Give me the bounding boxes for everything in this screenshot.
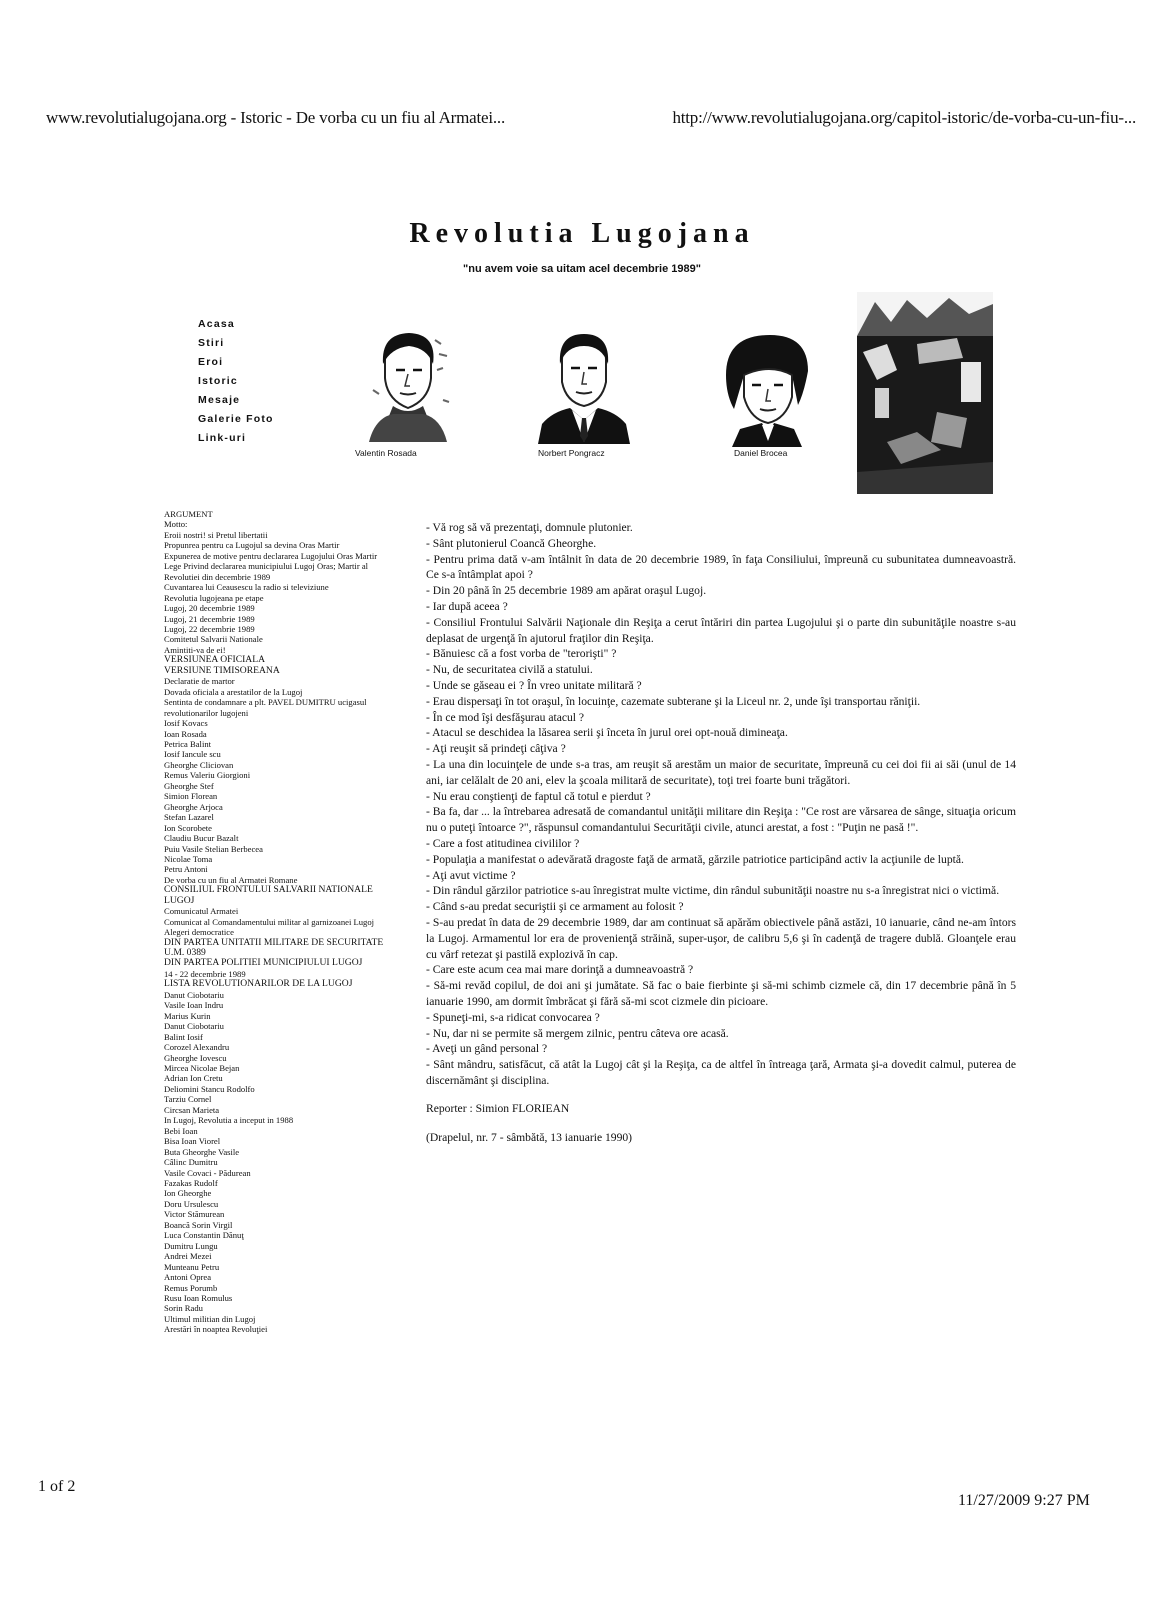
interview-line: - Când s-au predat securiştii şi ce armament au folosit ? (426, 900, 684, 914)
site-subtitle: "nu avem voie sa uitam acel decembrie 1989" (463, 263, 701, 275)
crowd-photo-image (857, 292, 993, 494)
sidebar-link[interactable]: Eroii nostri! si Pretul libertatii (164, 529, 268, 540)
sidebar-link[interactable]: Marius Kurin (164, 1010, 211, 1021)
sidebar-link[interactable]: Vasile Covaci - Pădurean (164, 1167, 251, 1178)
sidebar-link[interactable]: Puiu Vasile Stelian Berbecea (164, 843, 263, 854)
sidebar-link[interactable]: Ultimul militian din Lugoj (164, 1313, 256, 1324)
sidebar-link[interactable]: VERSIUNE TIMISOREANA (164, 665, 280, 676)
print-header-title: www.revolutialugojana.org - Istoric - De vorba cu un fiu al Armatei... (46, 108, 506, 127)
sidebar-link[interactable]: Sentinta de condamnare a plt. PAVEL DUMITRU ucigasul (164, 697, 367, 708)
sidebar-link[interactable]: Propunrea pentru ca Lugojul sa devina Oras Martir (164, 540, 340, 551)
hero-caption: Daniel Brocea (734, 448, 788, 458)
sidebar-link[interactable]: Boancă Sorin Virgil (164, 1219, 233, 1230)
sidebar-link[interactable]: Balint Iosif (164, 1031, 203, 1042)
sidebar-link[interactable]: Gheorghe Iovescu (164, 1052, 227, 1063)
sidebar-links (164, 509, 400, 1335)
hero-caption: Valentin Rosada (355, 448, 417, 458)
interview-line: - Erau dispersaţi în tot oraşul, în locuinţe, cazemate subterane şi la Liceul nr. 2, unde îşi transportau răniţii. (426, 694, 921, 708)
sidebar-link[interactable]: Ioan Rosada (164, 728, 207, 739)
sidebar-link[interactable]: Claudiu Bucur Bazalt (164, 833, 239, 844)
interview-line: - Unde se găseau ei ? În vreo unitate militară ? (426, 678, 642, 692)
sidebar-link[interactable]: Circsan Marieta (164, 1104, 220, 1115)
sidebar-link[interactable]: Luca Constantin Dănuţ (164, 1230, 244, 1241)
sidebar-link[interactable]: Bisa Ioan Viorel (164, 1136, 221, 1147)
interview-line: - Aţi avut victime ? (426, 868, 516, 882)
sidebar-link[interactable]: Corozel Alexandru (164, 1042, 230, 1053)
nav-item-galerie-foto[interactable]: Galerie Foto (198, 413, 274, 425)
sidebar-link[interactable]: Buta Gheorghe Vasile (164, 1146, 240, 1157)
hero-portrait-rosada (355, 330, 465, 460)
sidebar-link[interactable]: Deliomini Stancu Rodolfo (164, 1083, 255, 1094)
hero-portrait-brocea (722, 335, 832, 463)
sidebar-link[interactable]: Vasile Ioan Indru (164, 1000, 224, 1011)
sidebar-link[interactable]: Antoni Oprea (164, 1272, 212, 1283)
sidebar-link[interactable]: Dovada oficiala a arestatilor de la Lugoj (164, 686, 303, 697)
sidebar-link[interactable]: Câlinc Dumitru (164, 1157, 218, 1168)
sidebar-link[interactable]: Doru Ursulescu (164, 1198, 219, 1209)
nav-item-mesaje[interactable]: Mesaje (198, 394, 241, 406)
page-counter: 1 of 2 (38, 1478, 76, 1495)
hero-caption: Norbert Pongracz (538, 448, 605, 458)
print-timestamp: 11/27/2009 9:27 PM (958, 1492, 1090, 1509)
sidebar-link[interactable]: Stefan Lazarel (164, 812, 214, 823)
sidebar-link[interactable]: Amintiti-va de ei! (164, 644, 226, 655)
nav-item-stiri[interactable]: Stiri (198, 337, 225, 349)
sidebar-link[interactable]: Victor Stămurean (164, 1209, 225, 1220)
interview-line: - Bănuiesc că a fost vorba de "terorişti" ? (426, 647, 617, 661)
sidebar-link[interactable]: DIN PARTEA POLITIEI MUNICIPIULUI LUGOJ (164, 958, 363, 969)
sidebar-link[interactable]: Gheorghe Arjoca (164, 801, 223, 812)
sidebar-link[interactable]: Arestări în noaptea Revoluţiei (164, 1324, 268, 1335)
sidebar-link[interactable]: Declaratie de martor (164, 676, 235, 687)
interview-line: - Din 20 până în 25 decembrie 1989 am apărat oraşul Lugoj. (426, 584, 707, 598)
sidebar-link[interactable]: LUGOJ (164, 895, 195, 906)
sidebar-link[interactable]: Lugoj, 22 decembrie 1989 (164, 623, 255, 634)
sidebar-link[interactable]: In Lugoj, Revolutia a inceput in 1988 (164, 1115, 294, 1126)
sidebar-link[interactable]: Dumitru Lungu (164, 1240, 218, 1251)
portrait-photo-image (722, 335, 812, 447)
print-header (46, 108, 1136, 128)
interview-line: - Să-mi revăd copilul, de doi ani şi jumătate. Să fac o baie fierbinte şi să-mi schimb cizmele că, din 17 decembrie până în 5 ianuarie 1990, am dormit îmbrăcat şi fără să-mi scot cizmele din picioare. (426, 979, 1016, 1008)
sidebar-link[interactable]: De vorba cu un fiu al Armatei Romane (164, 874, 298, 885)
interview-line: - În ce mod îşi desfăşurau atacul ? (426, 710, 585, 724)
nav-item-istoric[interactable]: Istoric (198, 375, 238, 387)
sidebar-link[interactable]: Gheorghe Cliciovan (164, 759, 234, 770)
nav-item-link-uri[interactable]: Link-uri (198, 432, 247, 444)
sidebar-link[interactable]: U.M. 0389 (164, 948, 206, 959)
sidebar-link[interactable]: Remus Porumb (164, 1282, 218, 1293)
sidebar-link[interactable]: Fazakas Rudolf (164, 1178, 218, 1188)
nav-item-acasa[interactable]: Acasa (198, 318, 235, 330)
interview-line: - S-au predat în data de 29 decembrie 1989, dar am continuat să apărăm obiectivele până astăzi, 10 ianuarie, când ne-am întors la Lugoj. Armamentul lor era de provenienţă străină, super-uşor, de calibru 5,6 şi în cadenţă de tragere dublă. Gloanţele erau cu vârf retezat şi pastilă explozivă în cap. (426, 915, 1016, 961)
portrait-sketch-image (363, 330, 453, 442)
sidebar-link[interactable]: Rusu Ioan Romulus (164, 1292, 233, 1303)
nav-item-eroi[interactable]: Eroi (198, 356, 224, 368)
sidebar-link[interactable]: Comitetul Salvarii Nationale (164, 634, 263, 645)
sidebar-link[interactable]: Revolutia lugojeana pe etape (164, 592, 264, 603)
interview-line: - Care este acum cea mai mare dorinţă a dumneavoastră ? (426, 963, 694, 977)
interview-line: - Nu erau conştienţi de faptul că totul e pierdut ? (426, 789, 651, 803)
interview-line: - Sânt plutonierul Coancă Gheorghe. (426, 536, 597, 550)
sidebar-link[interactable]: VERSIUNEA OFICIALA (164, 655, 266, 666)
interview-line: - Nu, de securitatea civilă a statului. (426, 663, 593, 677)
sidebar-link[interactable]: Bebi Ioan (164, 1125, 198, 1136)
sidebar-link[interactable]: Comunicatul Armatei (164, 906, 239, 917)
portrait-photo-image (538, 332, 630, 444)
sidebar-link[interactable]: Mircea Nicolae Bejan (164, 1063, 240, 1074)
sidebar-link[interactable]: Gheorghe Stef (164, 780, 214, 791)
sidebar-link[interactable]: Munteanu Petru (164, 1261, 220, 1272)
sidebar-link[interactable]: Sorin Radu (164, 1303, 203, 1314)
sidebar-link[interactable]: Revolutiei din decembrie 1989 (164, 571, 271, 582)
sidebar-link[interactable]: Andrei Mezei (164, 1251, 212, 1262)
article-source: (Drapelul, nr. 7 - sâmbătă, 13 ianuarie 1990) (426, 1131, 633, 1145)
interview-line: - Nu, dar ni se permite să mergem zilnic, pentru câteva ore acasă. (426, 1026, 729, 1040)
sidebar-link[interactable]: Danut Ciobotariu (164, 1021, 224, 1032)
sidebar-link[interactable]: revolutionarilor lugojeni (164, 707, 249, 718)
sidebar-link[interactable]: ARGUMENT (164, 509, 213, 519)
sidebar-link[interactable]: Iosif Kovacs (164, 718, 208, 729)
sidebar-link[interactable]: Simion Florean (164, 791, 218, 802)
interview-line: - Populaţia a manifestat o adevărată dragoste faţă de armată, gărzile patriotice participând activ la acţiunile de luptă. (426, 852, 964, 866)
sidebar-link[interactable]: Expunerea de motive pentru declararea Lugojului Oras Martir (164, 550, 378, 561)
sidebar-link[interactable]: Iosif Iancule scu (164, 749, 221, 760)
print-header-url[interactable]: http://www.revolutialugojana.org/capitol-istoric/de-vorba-cu-un-fiu-... (672, 108, 1136, 127)
article-reporter: Reporter : Simion FLORIEAN (426, 1101, 570, 1115)
sidebar-link[interactable]: CONSILIUL FRONTULUI SALVARII NATIONALE (164, 885, 373, 896)
sidebar-link[interactable]: Alegeri democratice (164, 927, 234, 938)
sidebar-link[interactable]: Adrian Ion Cretu (164, 1073, 223, 1084)
interview-line: - Ba fa, dar ... la întrebarea adresată de comandantul unităţii militare din Reşiţa : "Ce rost are vărsarea de sânge, situaţia oricum nu o puteţi întoarce ?", răspunsul comandantului Securităţii civile, atunci arestat, a fost : "Puţin ne pasă !". (426, 805, 1016, 835)
sidebar-link[interactable]: LISTA REVOLUTIONARILOR DE LA LUGOJ (164, 979, 353, 990)
main-nav (198, 315, 274, 448)
site-title: Revolutia Lugojana (409, 218, 755, 249)
sidebar-link[interactable]: Danut Ciobotariu (164, 989, 224, 1000)
article-body (426, 520, 1016, 1146)
interview-line: - Aveţi un gând personal ? (426, 1042, 548, 1056)
sidebar-link[interactable]: Nicolae Toma (164, 853, 213, 864)
hero-portrait-pongracz (536, 332, 646, 460)
sidebar-link[interactable]: Ion Gheorghe (164, 1188, 212, 1199)
sidebar-link[interactable]: Cuvantarea lui Ceausescu la radio si televiziune (164, 582, 329, 593)
sidebar-link[interactable]: Petru Antoni (164, 864, 208, 875)
interview-line: - Atacul se deschidea la lăsarea serii şi înceta în jurul orei opt-nouă dimineaţa. (426, 726, 788, 740)
interview-line: - Vă rog să vă prezentaţi, domnule plutonier. (426, 521, 633, 534)
sidebar-link[interactable]: Lugoj, 20 decembrie 1989 (164, 603, 255, 614)
sidebar-link[interactable]: Tarziu Cornel (164, 1094, 212, 1105)
interview-line: - Din rândul gărzilor patriotice s-au înregistrat multe victime, din rândul subunităţii noastre nu s-a înregistrat nici o victimă. (426, 884, 1000, 898)
interview-line: - La una din locuinţele de unde s-a tras, am reuşit să arestăm un maior de securitate, împreună cu cei doi fii ai săi (unul de 14 ani, iar celălalt de 20 ani, elev la şcoala militară de securitate), toţi trei foarte buni trăgători. (426, 757, 1016, 787)
interview-line: - Pentru prima dată v-am întâlnit în data de 20 decembrie 1989, în faţa Consiliului, împreună cu subunitatea dumneavoastră. Ce s-a întâmplat apoi ? (426, 552, 1016, 582)
sidebar-link[interactable]: 14 - 22 decembrie 1989 (164, 968, 246, 979)
sidebar-link[interactable]: Comunicat al Comandamentului militar al garnizoanei Lugoj (164, 916, 375, 927)
sidebar-link[interactable]: Motto: (164, 519, 188, 530)
sidebar-link[interactable]: Lugoj, 21 decembrie 1989 (164, 613, 255, 624)
sidebar-link[interactable]: Remus Valeriu Giorgioni (164, 770, 251, 781)
interview-line: - Aţi reuşit să prindeţi câţiva ? (426, 742, 566, 756)
interview-line: - Spuneţi-mi, s-a ridicat convocarea ? (426, 1010, 600, 1024)
interview-line: - Sânt mândru, satisfăcut, că atât la Lugoj cât şi la Reşiţa, ca de altfel în întreaga ţară, Armata şi-a dovedit calmul, puterea de discernământ şi disciplina. (426, 1058, 1016, 1087)
sidebar-link[interactable]: Petrica Balint (164, 738, 212, 749)
sidebar-link[interactable]: DIN PARTEA UNITATII MILITARE DE SECURITATE (164, 937, 384, 948)
interview-line: - Consiliul Frontului Salvării Naţionale din Reşiţa a cerut întăriri din partea Lugojului şi o parte din subunităţile noastre s-au deplasat de urgenţă în ajutorul fraţilor din Reşiţa. (426, 615, 1016, 645)
sidebar-link[interactable]: Lege Privind declararea municipiului Lugoj Oras; Martir al (164, 561, 369, 572)
sidebar-link[interactable]: Ion Scorobete (164, 822, 212, 833)
hero-crowd-photo (857, 292, 993, 494)
interview-line: - Care a fost atitudinea civililor ? (426, 836, 580, 850)
interview-line: - Iar după aceea ? (426, 599, 508, 613)
